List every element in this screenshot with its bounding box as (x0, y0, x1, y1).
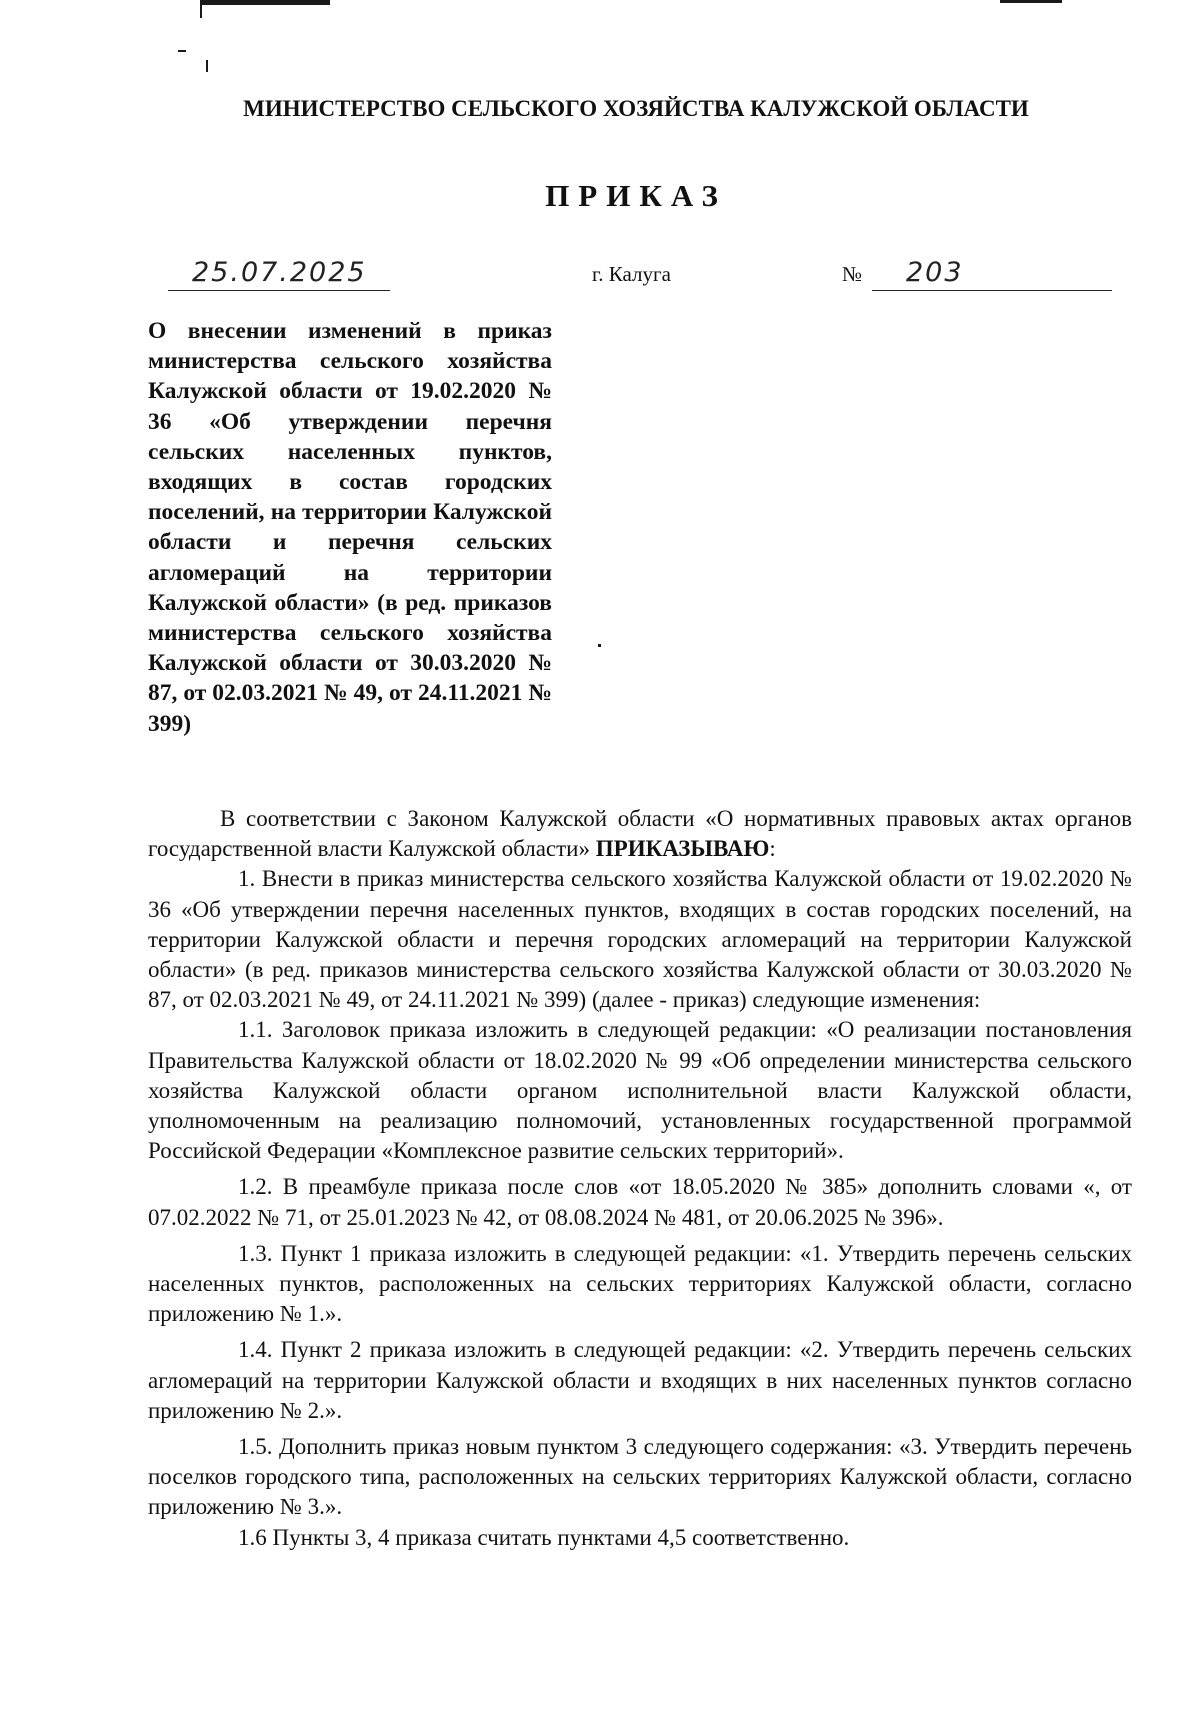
number-handwritten: 203 (906, 257, 964, 288)
document-subject: О внесении изменений в приказ министерства сельского хозяйства Калужской области от 19.02.2020 № 36 «Об утверждении перечня сельских населенных пунктов, входящих в состав городских поселений, на территории Калужской области и перечня сельских агломераций на территории Калужской области» (в ред. приказов министерства сельского хозяйства Калужской области от 30.03.2020 № 87, от 02.03.2021 № 49, от 24.11.2021 № 399) (148, 318, 552, 737)
order-colon: : (769, 836, 776, 862)
item-1-4: 1.4. Пункт 2 приказа изложить в следующей редакции: «2. Утвердить перечень сельских агломераций на территории Калужской области и входящих в них населенных пунктов согласно приложению № 2.». (148, 1337, 1132, 1423)
scan-artifact-dot (598, 644, 601, 647)
item-1-6: 1.6 Пункты 3, 4 приказа считать пунктами 4,5 соответственно. (238, 1524, 850, 1550)
scan-artifact-top-left (200, 0, 330, 5)
document-body (148, 804, 1132, 1553)
document-type-title: ПРИКАЗ (545, 178, 727, 213)
item-1-3: 1.3. Пункт 1 приказа изложить в следующей редакции: «1. Утвердить перечень сельских населенных пунктов, расположенных на сельских территориях Калужской области, согласно приложению № 1.». (148, 1240, 1132, 1327)
scan-artifact-top-right (1000, 0, 1062, 3)
number-label: № (842, 262, 863, 286)
scan-artifact-mark-2 (206, 60, 208, 72)
scan-artifact-top-tick (200, 0, 202, 18)
date-handwritten: 25.07.2025 (192, 257, 367, 288)
scan-artifact-mark-1 (178, 50, 186, 52)
preamble-text: В соответствии с Законом Калужской области «О нормативных правовых актах органов государственной власти Калужской области» (148, 806, 1132, 862)
number-field (872, 252, 1112, 291)
date-field (168, 252, 390, 291)
item-1-5: 1.5. Дополнить приказ новым пунктом 3 следующего содержания: «3. Утвердить перечень поселков городского типа, расположенных на сельских территориях Калужской области, согласно приложению № 3.». (148, 1434, 1132, 1520)
preamble-paragraph (148, 804, 1132, 864)
order-word: ПРИКАЗЫВАЮ (595, 836, 770, 862)
item-1: 1. Внести в приказ министерства сельского хозяйства Калужской области от 19.02.2020 № 36 «Об утверждении перечня населенных пунктов, входящих в состав городских поселений, на территории Калужской области и перечня городских агломераций на территории Калужской области» (в ред. приказов министерства сельского хозяйства Калужской области от 30.03.2020 № 87, от 02.03.2021 № 49, от 24.11.2021 № 399) (далее - приказ) следующие изменения: (148, 866, 1132, 1013)
ministry-title: МИНИСТЕРСТВО СЕЛЬСКОГО ХОЗЯЙСТВА КАЛУЖСКОЙ ОБЛАСТИ (243, 96, 1029, 121)
item-1-1: 1.1. Заголовок приказа изложить в следующей редакции: «О реализации постановления Правительства Калужской области от 18.02.2020 № 99 «Об определении министерства сельского хозяйства Калужской области органом исполнительной власти Калужской области, уполномоченным на реализацию полномочий, установленных государственной программой Российской Федерации «Комплексное развитие сельских территорий». (148, 1017, 1132, 1164)
city-label: г. Калуга (592, 262, 671, 286)
item-1-2: 1.2. В преамбуле приказа после слов «от 18.05.2020 № 385» дополнить словами «, от 07.02.2022 № 71, от 25.01.2023 № 42, от 08.08.2024 № 481, от 20.06.2025 № 396». (148, 1174, 1132, 1230)
